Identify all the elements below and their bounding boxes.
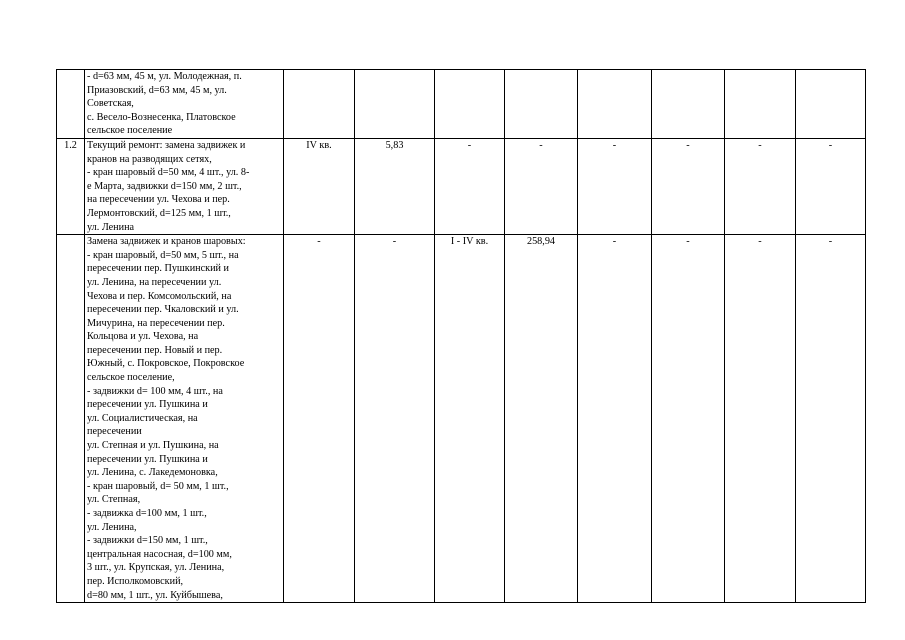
table-cell: IV кв. [284,138,355,234]
table-cell: - [505,138,578,234]
table-cell: - [435,138,505,234]
row-number: 1.2 [57,138,85,234]
table-cell: - [796,235,866,603]
work-description: Текущий ремонт: замена задвижек и кранов на разводящих сетях, - кран шаровый d=50 мм, 4 шт., ул. 8- е Марта, задвижки d=150 мм, 2 шт., на пересечении ул. Чехова и пер. Лермонтовский, d=125 мм, 1 шт., ул. Ленина [85,138,284,234]
table-cell: - [578,235,652,603]
table-cell: - [652,235,725,603]
works-table [56,69,866,603]
table-cell: 258,94 [505,235,578,603]
table-cell [796,70,866,139]
row-number [57,235,85,603]
table-row [57,138,866,234]
table-cell: - [725,138,796,234]
table-cell: - [725,235,796,603]
table-cell: 5,83 [355,138,435,234]
table-cell: - [355,235,435,603]
table-cell [355,70,435,139]
table-cell [505,70,578,139]
table-row [57,70,866,139]
table-cell [435,70,505,139]
table-row [57,235,866,603]
table-cell [578,70,652,139]
table-cell [725,70,796,139]
table-cell: I - IV кв. [435,235,505,603]
work-description: Замена задвижек и кранов шаровых: - кран шаровый, d=50 мм, 5 шт., на пересечении пер. Пушкинский и ул. Ленина, на пересечении ул. Чехова и пер. Комсомольский, на пересечении пер. Чкаловский и ул. Мичурина, на пересечении пер. Кольцова и ул. Чехова, на пересечении пер. Новый и пер. Южный, с. Покровское, Покровское сельское поселение, - задвижки d= 100 мм, 4 шт., на пересечении ул. Пушкина и ул. Социалистическая, на пересечении ул. Степная и ул. Пушкина, на пересечении ул. Пушкина и ул. Ленина, с. Лакедемоновка, - кран шаровый, d= 50 мм, 1 шт., ул. Степная, - задвижка d=100 мм, 1 шт., ул. Ленина, - задвижки d=150 мм, 1 шт., центральная насосная, d=100 мм, 3 шт., ул. Крупская, ул. Ленина, пер. Исполкомовский, d=80 мм, 1 шт., ул. Куйбышева, [85,235,284,603]
table-cell: - [796,138,866,234]
work-description: - d=63 мм, 45 м, ул. Молодежная, п. Приазовский, d=63 мм, 45 м, ул. Советская, с. Весело-Вознесенка, Платовское сельское поселение [85,70,284,139]
table-cell [284,70,355,139]
row-number [57,70,85,139]
table-cell: - [578,138,652,234]
table-cell [652,70,725,139]
table-cell: - [652,138,725,234]
table-cell: - [284,235,355,603]
